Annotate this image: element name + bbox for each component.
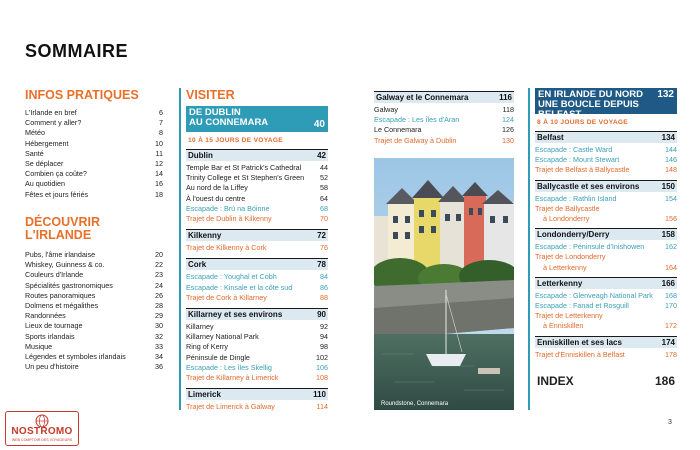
toc-section (535, 131, 677, 176)
toc-entry[interactable] (25, 108, 163, 118)
toc-entry-page: 10 (155, 138, 163, 148)
toc-section (535, 336, 677, 360)
toc-entry-label: Couleurs d'Irlande (25, 270, 84, 280)
visiter-column (186, 89, 328, 417)
toc-entry[interactable] (535, 204, 677, 224)
toc-entry[interactable] (25, 301, 163, 311)
toc-section (535, 180, 677, 225)
toc-entry[interactable] (25, 291, 163, 301)
section-page: 42 (317, 151, 326, 160)
toc-entry[interactable] (25, 179, 163, 189)
toc-entry-page: 164 (665, 262, 677, 272)
toc-entry[interactable] (186, 332, 328, 342)
section-page: 150 (661, 181, 675, 191)
toc-entry[interactable] (186, 363, 328, 373)
toc-entry[interactable] (25, 128, 163, 138)
toc-section (186, 308, 328, 383)
toc-entry[interactable] (25, 149, 163, 159)
toc-entry-page: 29 (155, 311, 163, 321)
section-header[interactable] (186, 149, 328, 161)
toc-entry-page: 102 (316, 352, 328, 362)
harbour-photo-illustration (374, 158, 514, 410)
toc-entry-page: 20 (155, 250, 163, 259)
toc-entry-page: 178 (665, 349, 677, 359)
toc-entry-label: À l'ouest du centre (186, 193, 246, 203)
toc-entry-label: Musique (25, 341, 53, 351)
toc-entry-continuation (535, 321, 677, 331)
toc-entry-page: 58 (320, 183, 328, 193)
toc-entry-page: 30 (155, 321, 163, 331)
toc-entry[interactable] (535, 291, 677, 301)
route-duration: 8 À 10 JOURS DE VOYAGE (537, 119, 629, 126)
section-items (535, 242, 677, 273)
toc-entry-label: Trajet de Belfast à Ballycastle (535, 165, 630, 175)
toc-entry-label: Trajet de Kilkenny à Cork (186, 243, 267, 253)
toc-entry-label: Escapade : Mount Stewart (535, 155, 620, 165)
toc-entry-page: 168 (665, 290, 677, 300)
toc-entry-label: Trajet de Ballycastle (535, 203, 600, 213)
toc-entry[interactable] (186, 272, 328, 282)
toc-entry-page: 70 (320, 214, 328, 224)
section-page: 158 (661, 230, 675, 240)
column-divider-visiter (179, 88, 181, 410)
section-page: 110 (313, 390, 326, 400)
galway-items (374, 105, 514, 146)
toc-entry-page: 86 (320, 282, 328, 292)
toc-entry-label: Randonnées (25, 311, 66, 321)
toc-entry-page: 36 (155, 362, 163, 372)
toc-entry[interactable] (186, 373, 328, 383)
toc-entry[interactable] (186, 243, 328, 253)
photo-caption: Roundstone, Connemara (381, 401, 449, 407)
toc-entry-label: Trajet de Limerick à Galway (186, 402, 275, 412)
toc-entry-label: Le Connemara (374, 125, 422, 135)
section-page: 174 (661, 337, 675, 347)
toc-entry-label: Au nord de la Liffey (186, 183, 248, 193)
toc-entry-label: Un peu d'histoire (25, 362, 79, 372)
toc-entry-label: Escapade : Youghal et Cobh (186, 272, 277, 282)
decouvrir-column (25, 216, 163, 372)
toc-entry-label: Lieux de tournage (25, 321, 83, 331)
toc-entry-label: Killarney (186, 322, 214, 332)
toc-entry-page: 124 (502, 115, 514, 125)
toc-entry-page: 11 (155, 148, 163, 158)
toc-entry-page: 84 (320, 272, 328, 282)
toc-entry-page: 6 (159, 108, 163, 117)
toc-section (186, 149, 328, 224)
toc-entry-label: Escapade : Brú na Bóinne (186, 203, 270, 213)
toc-entry-label: Temple Bar et St Patrick's Cathedral (186, 163, 302, 172)
section-header[interactable] (186, 308, 328, 320)
toc-entry-page: 148 (665, 165, 677, 175)
toc-entry[interactable] (25, 281, 163, 291)
toc-entry[interactable] (25, 352, 163, 362)
toc-entry[interactable] (25, 250, 163, 260)
toc-entry-page: 88 (320, 292, 328, 302)
toc-entry[interactable] (186, 342, 328, 352)
section-name: Ballycastle et ses environs (537, 181, 640, 191)
section-header[interactable] (535, 228, 677, 240)
toc-entry-label: Météo (25, 128, 45, 138)
toc-entry[interactable] (535, 145, 677, 155)
toc-entry[interactable] (25, 311, 163, 321)
toc-entry-page: 156 (665, 214, 677, 224)
toc-entry-label: Routes panoramiques (25, 290, 96, 300)
toc-entry-page: 92 (320, 322, 328, 332)
section-name: Dublin (188, 151, 213, 160)
toc-entry-label: Dolmens et mégalithes (25, 301, 99, 311)
toc-section (186, 229, 328, 253)
toc-entry[interactable] (186, 402, 328, 412)
toc-entry[interactable] (186, 353, 328, 363)
section-page: 116 (499, 93, 512, 102)
toc-entry[interactable] (186, 214, 328, 224)
toc-entry-page: 94 (320, 332, 328, 342)
toc-entry-label-line2: à Londonderry (543, 214, 590, 224)
toc-entry-page: 7 (159, 118, 163, 128)
section-header-galway (374, 91, 514, 103)
section-items (186, 163, 328, 224)
route-page: 40 (313, 119, 325, 130)
toc-entry[interactable] (25, 321, 163, 331)
page-number: 3 (668, 419, 672, 426)
toc-entry[interactable] (535, 311, 677, 331)
toc-entry-label: Escapade : Rathlin Island (535, 193, 617, 203)
toc-entry-label: Trajet de Cork à Killarney (186, 292, 267, 302)
toc-entry-page: 170 (665, 301, 677, 311)
toc-entry-page: 26 (155, 290, 163, 300)
toc-entry-label: Pubs, l'âme irlandaise (25, 250, 96, 259)
toc-entry-page: 114 (316, 402, 328, 412)
section-page: 72 (317, 231, 326, 241)
toc-entry-page: 98 (320, 342, 328, 352)
toc-entry-label: Trajet de Londonderry (535, 252, 606, 262)
section-header[interactable] (186, 229, 328, 241)
toc-entry-continuation (535, 214, 677, 224)
toc-entry[interactable] (535, 165, 677, 175)
section-items (535, 145, 677, 176)
toc-entry-page: 23 (155, 270, 163, 280)
toc-entry-page: 130 (502, 135, 514, 145)
logo-name: NOSTROMO (11, 426, 73, 437)
toc-entry[interactable] (535, 301, 677, 311)
irlande-du-nord-column (535, 88, 677, 364)
toc-entry-page: 144 (665, 145, 677, 154)
toc-entry-label: Se déplacer (25, 159, 64, 169)
toc-entry-page: 172 (665, 321, 677, 331)
toc-entry-label: Au quotidien (25, 179, 65, 189)
visiter-sections (186, 149, 328, 412)
toc-entry-page: 154 (665, 193, 677, 203)
toc-entry-label: Trinity College et St Stephen's Green (186, 173, 305, 183)
toc-entry-label: Sports irlandais (25, 331, 75, 341)
toc-entry[interactable] (186, 163, 328, 173)
toc-entry-page: 162 (665, 242, 677, 252)
infos-pratiques-column (25, 89, 163, 200)
section-name: Letterkenny (537, 278, 583, 288)
section-name: Enniskillen et ses lacs (537, 337, 622, 347)
toc-entry[interactable] (535, 155, 677, 165)
route-title-line1: EN IRLANDE DU NORD (538, 89, 644, 100)
toc-entry[interactable] (535, 194, 677, 204)
toc-entry-label: Comment y aller? (25, 118, 82, 128)
toc-entry-label: Escapade : Les îles Skellig (186, 362, 272, 372)
photo-roundstone (374, 158, 514, 410)
toc-entry-label: Escapade : Castle Ward (535, 145, 613, 154)
toc-entry-label: Trajet de Letterkenny (535, 311, 603, 321)
toc-entry-label: Escapade : Fanad et Rosguill (535, 301, 629, 311)
toc-entry[interactable] (186, 204, 328, 214)
infos-pratiques-heading: INFOS PRATIQUES (25, 88, 139, 102)
toc-entry-page: 146 (665, 155, 677, 165)
toc-entry-page: 33 (155, 341, 163, 351)
nostromo-logo (5, 411, 79, 446)
toc-entry-label: Santé (25, 148, 44, 158)
route-page: 132 (657, 89, 674, 100)
route-duration: 10 À 15 JOURS DE VOYAGE (188, 137, 283, 144)
toc-entry[interactable] (535, 350, 677, 360)
toc-entry-label-line2: à Enniskillen (543, 321, 584, 331)
section-name: Kilkenny (188, 231, 222, 241)
toc-entry-page: 64 (320, 193, 328, 203)
decouvrir-heading-line1: DÉCOUVRIR (25, 215, 101, 229)
section-header[interactable] (535, 336, 677, 348)
section-items (186, 322, 328, 383)
toc-section (186, 388, 328, 412)
section-header[interactable] (186, 388, 328, 400)
toc-entry[interactable] (25, 270, 163, 280)
section-name: Limerick (188, 390, 221, 400)
toc-entry[interactable] (374, 105, 514, 115)
toc-entry[interactable] (186, 322, 328, 332)
toc-entry-label: Escapade : Glenveagh National Park (535, 290, 653, 300)
toc-section (535, 277, 677, 332)
section-items (186, 272, 328, 303)
nord-route-banner (535, 88, 677, 120)
toc-entry[interactable] (186, 173, 328, 183)
index-label: INDEX (537, 374, 574, 388)
toc-entry-label: Trajet de Dublin à Kilkenny (186, 214, 272, 224)
toc-entry-label: Escapade : Les îles d'Aran (374, 115, 460, 125)
toc-entry[interactable] (374, 125, 514, 135)
toc-entry[interactable] (186, 293, 328, 303)
section-name: Belfast (537, 133, 564, 142)
decouvrir-heading-line2: L'IRLANDE (25, 228, 92, 242)
toc-entry[interactable] (25, 118, 163, 128)
toc-entry-label: Spécialités gastronomiques (25, 280, 113, 290)
toc-entry-page: 16 (155, 179, 163, 189)
page-title: SOMMAIRE (25, 41, 128, 61)
toc-entry[interactable] (25, 332, 163, 342)
decouvrir-list (25, 250, 163, 372)
index-entry (537, 374, 675, 388)
toc-entry-page: 24 (155, 280, 163, 290)
toc-entry[interactable] (186, 194, 328, 204)
section-items (186, 402, 328, 412)
toc-entry-page: 108 (316, 373, 328, 383)
route-title-line1: DE DUBLIN (189, 107, 241, 118)
toc-entry-label-line2: à Letterkenny (543, 262, 587, 272)
toc-entry-label: Trajet de Killarney à Limerick (186, 373, 279, 383)
toc-entry-page: 106 (316, 362, 328, 372)
toc-entry[interactable] (25, 342, 163, 352)
toc-entry-label: Péninsule de Dingle (186, 352, 250, 362)
logo-tagline: WEB COMPTOIR DES VOYAGEURS (11, 438, 73, 442)
dublin-route-banner (186, 106, 328, 132)
section-name: Londonderry/Derry (537, 230, 610, 240)
galway-column (374, 91, 514, 146)
section-items (535, 291, 677, 332)
toc-entry[interactable] (25, 169, 163, 179)
toc-entry-label: Trajet d'Enniskillen à Belfast (535, 349, 625, 359)
toc-section (535, 228, 677, 273)
section-items (535, 194, 677, 225)
toc-entry-page: 14 (155, 169, 163, 179)
toc-entry-label: Hébergement (25, 138, 69, 148)
section-items (535, 350, 677, 360)
toc-entry-page: 44 (320, 163, 328, 172)
toc-entry[interactable] (25, 362, 163, 372)
toc-entry-label: Trajet de Galway à Dublin (374, 135, 457, 145)
toc-entry[interactable] (25, 190, 163, 200)
toc-entry-page: 32 (155, 331, 163, 341)
toc-entry-label: Fêtes et jours fériés (25, 189, 89, 199)
toc-entry-page: 22 (155, 260, 163, 270)
section-name: Killarney et ses environs (188, 310, 283, 320)
section-items (186, 243, 328, 253)
toc-entry-page: 126 (502, 125, 514, 135)
toc-entry-label: Killarney National Park (186, 332, 259, 342)
toc-entry-label: Légendes et symboles irlandais (25, 352, 126, 362)
toc-entry-label: Whiskey, Guinness & co. (25, 260, 105, 270)
globe-icon (6, 413, 78, 427)
toc-entry[interactable] (25, 260, 163, 270)
toc-entry[interactable] (186, 283, 328, 293)
nord-sections (535, 131, 677, 360)
toc-entry-label: Ring of Kerry (186, 342, 228, 352)
toc-entry-page: 18 (155, 189, 163, 199)
section-name: Cork (188, 260, 207, 270)
toc-entry[interactable] (374, 136, 514, 146)
toc-entry-label: Galway (374, 105, 398, 114)
route-title-line2: UNE BOUCLE DEPUIS BELFAST (538, 99, 639, 120)
column-divider-nord (528, 88, 530, 410)
section-header[interactable] (535, 277, 677, 289)
toc-entry[interactable] (25, 139, 163, 149)
section-header[interactable] (535, 180, 677, 192)
infos-pratiques-list (25, 108, 163, 200)
toc-entry-page: 34 (155, 352, 163, 362)
route-title-line2: AU CONNEMARA (189, 117, 269, 128)
toc-entry-page: 68 (320, 203, 328, 213)
section-page: 166 (661, 278, 675, 288)
toc-entry[interactable] (374, 115, 514, 125)
section-page: 78 (317, 260, 326, 270)
toc-entry-page: 118 (502, 105, 514, 114)
toc-entry[interactable] (535, 252, 677, 272)
toc-entry-page: 28 (155, 301, 163, 311)
toc-entry-page: 76 (320, 243, 328, 253)
toc-entry-label: L'Irlande en bref (25, 108, 77, 117)
section-name: Galway et le Connemara (376, 93, 469, 102)
section-page: 90 (317, 310, 326, 320)
section-header[interactable] (186, 258, 328, 270)
section-page: 134 (661, 133, 675, 142)
toc-entry-page: 8 (159, 128, 163, 138)
index-page: 186 (654, 374, 675, 388)
toc-entry-page: 12 (155, 159, 163, 169)
section-header[interactable] (535, 131, 677, 143)
toc-entry[interactable] (25, 159, 163, 169)
toc-entry-label: Combien ça coûte? (25, 169, 87, 179)
toc-entry[interactable] (535, 242, 677, 252)
toc-entry-label: Escapade : Péninsule d'Inishowen (535, 242, 645, 252)
toc-section (186, 258, 328, 303)
toc-entry-continuation (535, 263, 677, 273)
toc-entry[interactable] (186, 183, 328, 193)
visiter-heading: VISITER (186, 88, 235, 102)
toc-entry-label: Escapade : Kinsale et la côte sud (186, 282, 293, 292)
toc-entry-page: 52 (320, 173, 328, 183)
